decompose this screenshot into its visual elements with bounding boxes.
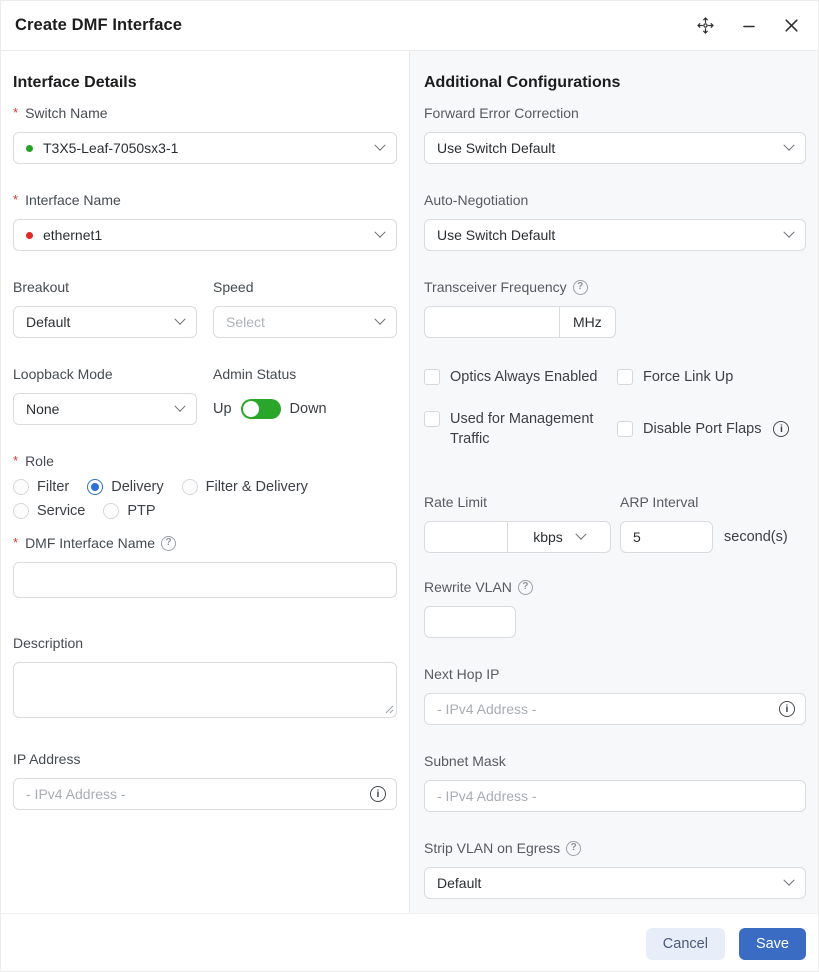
role-option-service[interactable]: Service (13, 503, 85, 519)
move-icon[interactable] (696, 16, 715, 35)
cancel-button[interactable]: Cancel (646, 928, 725, 960)
interface-name-label: Interface Name (25, 192, 121, 208)
required-asterisk: * (13, 192, 19, 207)
chevron-down-icon (374, 227, 385, 238)
role-radio-group (13, 479, 397, 519)
interface-name-value: ethernet1 (43, 227, 103, 243)
checkbox-icon (424, 369, 440, 385)
chevron-down-icon (374, 314, 385, 325)
loopback-mode-field (13, 366, 197, 425)
dmf-interface-name-label: DMF Interface Name (25, 535, 155, 551)
speed-select[interactable] (213, 306, 397, 338)
interface-name-field (13, 192, 397, 251)
help-icon[interactable]: ? (566, 841, 581, 856)
required-asterisk: * (13, 453, 19, 468)
loopback-mode-select[interactable] (13, 393, 197, 425)
ip-address-label: IP Address (13, 751, 81, 767)
breakout-value: Default (26, 314, 71, 330)
admin-status-field (213, 366, 397, 425)
minimize-icon[interactable] (741, 18, 757, 34)
radio-icon (182, 479, 198, 495)
chevron-down-icon (174, 401, 185, 412)
forward-error-correction-label: Forward Error Correction (424, 105, 579, 121)
subnet-mask-field (424, 753, 806, 812)
optics-always-enabled-checkbox[interactable]: Optics Always Enabled (424, 367, 617, 387)
admin-status-toggle[interactable] (241, 399, 281, 419)
radio-icon (103, 503, 119, 519)
strip-vlan-on-egress-select[interactable] (424, 867, 806, 899)
checkbox-icon (617, 369, 633, 385)
force-link-up-checkbox[interactable]: Force Link Up (617, 367, 806, 387)
admin-status-down-label: Down (289, 401, 327, 417)
required-asterisk: * (13, 105, 19, 120)
role-option-filter-and-delivery[interactable]: Filter & Delivery (182, 479, 308, 495)
switch-name-value: T3X5-Leaf-7050sx3-1 (43, 140, 179, 156)
transceiver-frequency-unit: MHz (560, 306, 616, 338)
required-asterisk: * (13, 535, 19, 550)
role-field (13, 453, 397, 519)
rate-limit-unit-select[interactable]: kbps (508, 521, 611, 553)
window-controls (696, 16, 800, 35)
description-textarea[interactable] (13, 662, 397, 718)
strip-vlan-on-egress-label: Strip VLAN on Egress (424, 840, 561, 856)
strip-vlan-on-egress-field (424, 840, 806, 899)
breakout-label: Breakout (13, 279, 70, 295)
ip-address-input[interactable] (13, 778, 397, 810)
checkbox-grid (424, 367, 806, 449)
admin-status-up-label: Up (213, 401, 232, 417)
dialog-title: Create DMF Interface (15, 16, 183, 34)
role-option-delivery[interactable]: Delivery (87, 479, 163, 495)
chevron-down-icon (783, 227, 794, 238)
chevron-down-icon (783, 875, 794, 886)
dialog-header (1, 1, 818, 51)
strip-vlan-on-egress-value: Default (437, 875, 482, 891)
dialog-body (1, 51, 818, 913)
speed-label: Speed (213, 279, 254, 295)
loopback-mode-label: Loopback Mode (13, 366, 113, 382)
radio-icon (13, 479, 29, 495)
rate-limit-label: Rate Limit (424, 494, 488, 510)
dmf-interface-name-field (13, 535, 397, 598)
arp-interval-input[interactable] (620, 521, 713, 553)
breakout-select[interactable] (13, 306, 197, 338)
next-hop-ip-field (424, 666, 806, 725)
info-icon[interactable]: i (773, 421, 789, 437)
checkbox-icon (617, 421, 633, 437)
rewrite-vlan-label: Rewrite VLAN (424, 579, 512, 595)
transceiver-frequency-field (424, 279, 806, 338)
toggle-knob (243, 401, 259, 417)
dialog-footer (1, 913, 818, 972)
role-option-ptp[interactable]: PTP (103, 503, 155, 519)
additional-configurations-heading: Additional Configurations (424, 74, 621, 91)
auto-negotiation-label: Auto-Negotiation (424, 192, 529, 208)
interface-details-section (1, 51, 409, 913)
status-dot-red-icon (26, 232, 33, 239)
close-icon[interactable] (783, 17, 800, 34)
info-icon[interactable]: i (370, 786, 386, 802)
switch-name-select[interactable] (13, 132, 397, 164)
rewrite-vlan-input[interactable] (424, 606, 516, 638)
help-icon[interactable]: ? (573, 280, 588, 295)
transceiver-frequency-input[interactable] (424, 306, 560, 338)
save-button[interactable]: Save (739, 928, 806, 960)
switch-name-field (13, 105, 397, 164)
subnet-mask-input[interactable] (424, 780, 806, 812)
role-option-filter[interactable]: Filter (13, 479, 69, 495)
status-dot-green-icon (26, 145, 33, 152)
disable-port-flaps-checkbox[interactable]: Disable Port Flaps i (617, 409, 806, 449)
help-icon[interactable]: ? (518, 580, 533, 595)
next-hop-ip-input[interactable] (424, 693, 806, 725)
forward-error-correction-select[interactable] (424, 132, 806, 164)
chevron-down-icon (174, 314, 185, 325)
ip-address-field (13, 751, 397, 810)
used-for-management-traffic-checkbox[interactable]: Used for Management Traffic (424, 409, 617, 449)
forward-error-correction-value: Use Switch Default (437, 140, 556, 156)
radio-selected-icon (87, 479, 103, 495)
admin-status-label: Admin Status (213, 366, 297, 382)
role-label: Role (25, 453, 54, 469)
arp-interval-label: ARP Interval (620, 494, 699, 510)
description-label: Description (13, 635, 84, 651)
interface-name-select[interactable] (13, 219, 397, 251)
loopback-mode-value: None (26, 401, 60, 417)
info-icon[interactable]: i (779, 701, 795, 717)
radio-icon (13, 503, 29, 519)
additional-configurations-section (409, 51, 818, 913)
next-hop-ip-label: Next Hop IP (424, 666, 500, 682)
forward-error-correction-field (424, 105, 806, 164)
speed-field (213, 279, 397, 338)
checkbox-icon (424, 411, 440, 427)
breakout-field (13, 279, 197, 338)
speed-placeholder: Select (226, 314, 265, 330)
rate-limit-input[interactable] (424, 521, 508, 553)
rewrite-vlan-field (424, 579, 806, 638)
subnet-mask-label: Subnet Mask (424, 753, 506, 769)
transceiver-frequency-label: Transceiver Frequency (424, 279, 567, 295)
dmf-interface-name-input[interactable] (13, 562, 397, 598)
interface-details-heading: Interface Details (13, 74, 137, 91)
loopback-admin-row (13, 366, 397, 425)
help-icon[interactable]: ? (161, 536, 176, 551)
chevron-down-icon (783, 140, 794, 151)
description-field (13, 635, 397, 723)
auto-negotiation-select[interactable] (424, 219, 806, 251)
switch-name-label: Switch Name (25, 105, 108, 121)
breakout-speed-row (13, 279, 397, 338)
auto-negotiation-field (424, 192, 806, 251)
arp-interval-field (620, 494, 806, 553)
rate-arp-row (424, 494, 806, 553)
chevron-down-icon (374, 140, 385, 151)
auto-negotiation-value: Use Switch Default (437, 227, 556, 243)
rate-limit-field (424, 494, 620, 553)
chevron-down-icon (575, 529, 586, 540)
arp-interval-suffix: second(s) (724, 529, 788, 545)
